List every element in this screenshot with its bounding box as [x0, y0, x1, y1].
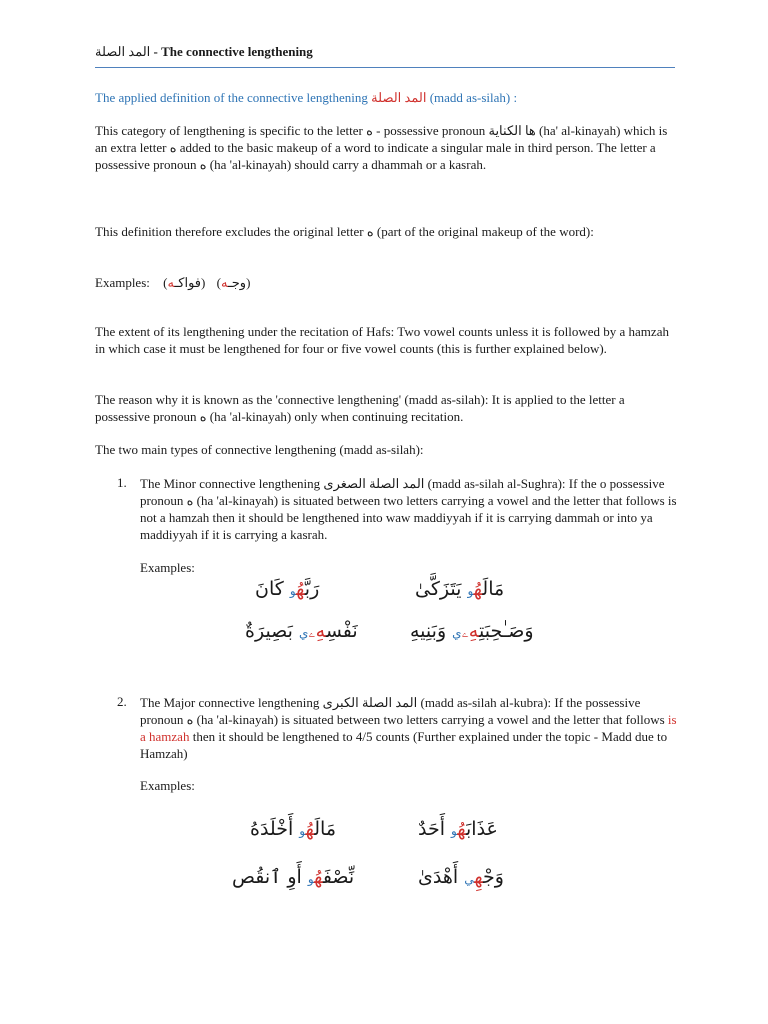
example-ha: هُ: [296, 578, 305, 600]
example-next: أَوِ ٱنقُص: [232, 866, 308, 888]
example-madd: و: [289, 584, 297, 598]
arabic-example: [410, 620, 534, 642]
example-next: كَانَ: [255, 578, 290, 600]
examples-label: Examples:: [95, 275, 150, 290]
list-item-major: [140, 694, 680, 762]
example-word-ha: ه: [220, 275, 228, 290]
heading-arabic: المد الصلة: [371, 90, 427, 105]
page-header: [95, 44, 675, 68]
example-stem: وَصَـٰحِبَتِ: [478, 620, 534, 642]
arabic-example: [232, 866, 354, 888]
example-ha: هِۦ: [461, 620, 479, 642]
list-item-text-post: then it should be lengthened to 4/5 counts (Further explained under the topic - Madd due to Hamzah): [140, 729, 668, 761]
example-word-stem: فواكـ: [174, 275, 202, 290]
arabic-example: [418, 818, 498, 840]
example-word: [167, 275, 201, 290]
list-number: 2.: [117, 694, 127, 709]
example-word: [221, 275, 246, 290]
example-word-ha: ه: [167, 275, 175, 290]
example-word-stem: وجـ: [227, 275, 247, 290]
example-ha: هُ: [314, 866, 323, 888]
header-title: - The connective lengthening: [153, 44, 313, 59]
example-next: يَتَزَكَّىٰ: [415, 578, 468, 600]
example-next: أَخْلَدَهُ: [250, 818, 300, 840]
example-stem: مَالَ: [482, 578, 505, 600]
example-madd: و: [467, 584, 474, 598]
extent-paragraph: The extent of its lengthening under the recitation of Hafs: Two vowel counts unless it is followed by a hamzah in which case it must be lengthened for four or five vowel counts (this is further explained below).: [95, 324, 669, 356]
example-stem: عَذَابَ: [466, 818, 498, 840]
definition-paragraph: This category of lengthening is specific to the letter ه - possessive pronoun ها الكناية (ha' al-kinayah) which is an extra letter ه added to the basic makeup of a word to indicate a singular male in third person. The letter a possessive pronoun ه (ha 'al-kinayah) should carry a dhammah or a kasrah.: [95, 123, 668, 172]
arabic-example: [415, 578, 504, 600]
list-number: 1.: [117, 475, 127, 490]
example-stem: نَفْسِ: [325, 620, 358, 642]
example-next: أَحَدٌ: [418, 818, 452, 840]
example-ha: هِ: [474, 866, 483, 888]
example-ha: هُ: [457, 818, 467, 840]
list-item-text: The Major connective lengthening المد الصلة الكبرى (madd as-silah al-kubra): If the possessive pronoun ه (ha 'al-kinayah) is situated between two letters carrying a vowel and the letter that follows: [140, 695, 668, 727]
heading-text-post: (madd as-silah) :: [426, 90, 518, 105]
example-madd: ي: [452, 626, 462, 640]
example-next: وَبَنِيهِ: [410, 620, 453, 642]
example-madd: و: [299, 824, 306, 838]
example-stem: وَجْ: [482, 866, 504, 888]
hamzah-highlight: is a hamzah: [140, 712, 677, 744]
example-ha: هِۦ: [308, 620, 326, 642]
example-stem: مَالَ: [314, 818, 337, 840]
arabic-example: [245, 620, 358, 642]
example-ha: هُ: [305, 818, 315, 840]
example-madd: و: [307, 872, 315, 886]
exclusion-paragraph: This definition therefore excludes the original letter ه (part of the original makeup of the word):: [95, 224, 594, 239]
example-next: أَهْدَىٰ: [418, 866, 465, 888]
example-next: بَصِيرَةٌ: [245, 620, 299, 642]
reason-paragraph: The reason why it is known as the 'connective lengthening' (madd as-silah): It is applied to the letter a possessive pronoun ه (ha 'al-kinayah) only when continuing recitation.: [95, 392, 625, 424]
example-madd: و: [451, 824, 458, 838]
arabic-example: [255, 578, 319, 600]
example-ha: هُ: [473, 578, 483, 600]
example-madd: ي: [464, 872, 475, 886]
example-madd: ي: [298, 626, 309, 640]
section-heading: [95, 89, 680, 106]
arabic-example: [250, 818, 336, 840]
types-paragraph: The two main types of connective lengthening (madd as-silah):: [95, 442, 424, 457]
heading-text: The applied definition of the connective lengthening: [95, 90, 372, 105]
arabic-example: [418, 866, 504, 888]
header-arabic: المد الصلة: [95, 44, 151, 59]
example-stem: رَبَّ: [304, 578, 320, 600]
examples-line: Examples: ( فواكـه ) ( وجـه ): [95, 275, 251, 290]
examples-label: Examples:: [140, 560, 195, 575]
list-item-minor: The Minor connective lengthening المد الصلة الصغرى (madd as-silah al-Sughra): If the o possessive pronoun ه (ha 'al-kinayah) is situated between two letters carrying a vowel and the letter that follows is not a hamzah then it should be lengthened into waw maddiyyah if it is carrying dammah or into ya maddiyyah if it is carrying a kasrah.: [140, 476, 677, 542]
examples-label: Examples:: [140, 778, 195, 793]
example-stem: نِّصْفَ: [322, 866, 355, 888]
